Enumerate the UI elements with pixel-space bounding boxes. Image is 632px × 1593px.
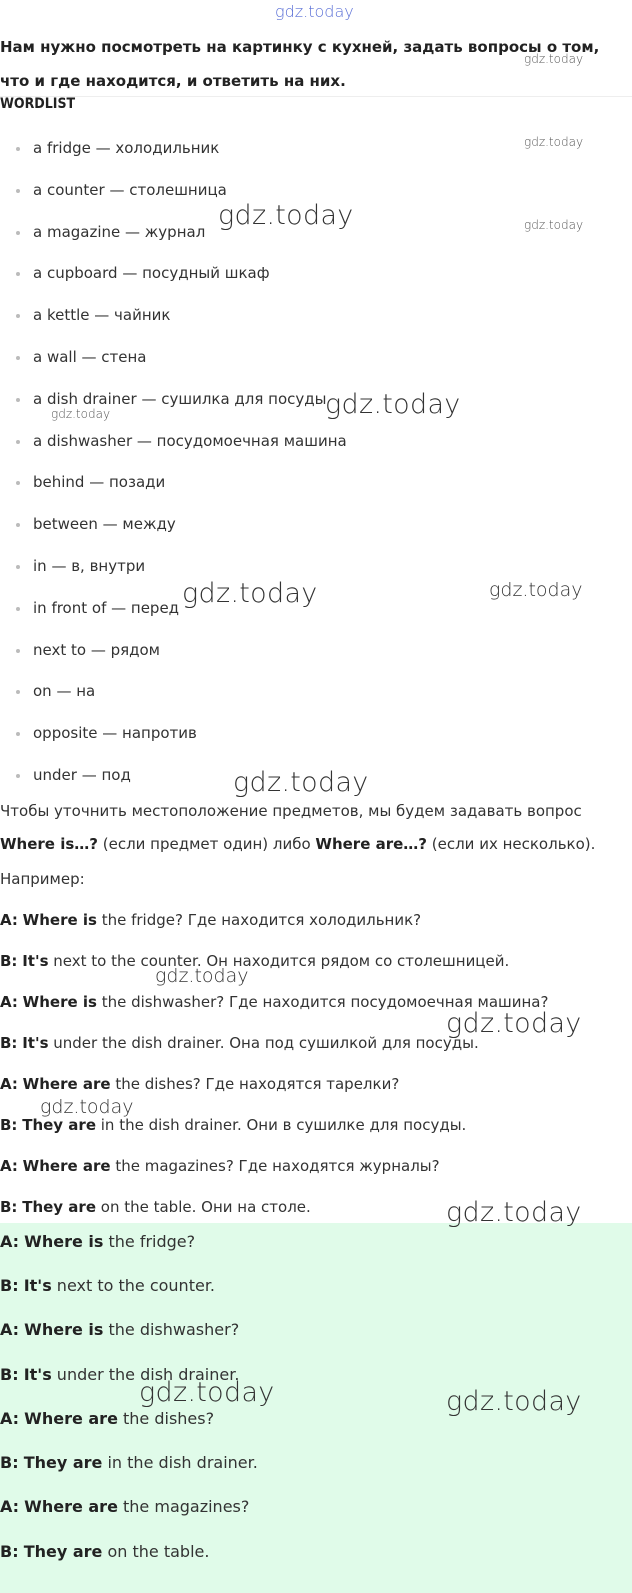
speaker: B: — [0, 1198, 18, 1216]
list-item: opposite — напротив — [0, 723, 347, 765]
list-item: a wall — стена — [0, 347, 347, 389]
speaker: B: — [0, 1034, 18, 1052]
list-item: in — в, внутри — [0, 556, 347, 598]
explanation-part: (если их несколько). — [427, 835, 596, 853]
answer-text: the magazines? — [117, 1497, 250, 1516]
speaker: B: — [0, 1365, 19, 1384]
example-text: under the dish drainer. Она под сушилкой для посуды. — [48, 1034, 479, 1052]
list-item: in front of — перед — [0, 598, 347, 640]
speaker: A: — [0, 1075, 18, 1093]
watermark: gdz.today — [139, 1377, 275, 1408]
bold-phrase: It's — [22, 1034, 49, 1052]
list-item: between — между — [0, 514, 347, 556]
explanation-text — [0, 795, 628, 861]
watermark-small: gdz.today — [524, 135, 584, 149]
answer-text: the dishwasher? — [103, 1320, 240, 1339]
list-item: on — на — [0, 681, 347, 723]
answer-text: under the dish drainer. — [51, 1365, 240, 1384]
list-item: a fridge — холодильник — [0, 138, 347, 180]
answer-line — [0, 1497, 249, 1516]
bold-phrase: Where is — [24, 1232, 104, 1251]
example-line — [0, 1116, 628, 1134]
watermark: gdz.today — [218, 200, 354, 231]
speaker: B: — [0, 1276, 19, 1295]
example-text: next to the counter. Он находится рядом со столешницей. — [48, 952, 510, 970]
answer-text: on the table. — [102, 1542, 210, 1561]
answer-line — [0, 1320, 239, 1339]
divider — [0, 96, 632, 97]
speaker: B: — [0, 1116, 18, 1134]
watermark: gdz.today — [155, 965, 249, 987]
bold-phrase: It's — [22, 952, 49, 970]
speaker: A: — [0, 1409, 20, 1428]
speaker: B: — [0, 1542, 19, 1561]
intro-text: Нам нужно посмотреть на картинку с кухней, задать вопросы о том, что и где находится, и ответить на них. — [0, 38, 600, 90]
speaker: A: — [0, 1157, 18, 1175]
example-text: the dishwasher? Где находится посудомоечная машина? — [96, 993, 549, 1011]
bold-phrase: Where is — [22, 993, 97, 1011]
explanation-part: (если предмет один) либо — [97, 835, 316, 853]
example-text: the dishes? Где находятся тарелки? — [110, 1075, 400, 1093]
speaker: A: — [0, 993, 18, 1011]
speaker: B: — [0, 952, 18, 970]
bold-phrase: They are — [22, 1116, 96, 1134]
answer-text: the fridge? — [103, 1232, 196, 1251]
watermark: gdz.today — [446, 1197, 582, 1228]
bold-phrase: They are — [23, 1542, 103, 1561]
example-line — [0, 952, 628, 970]
answer-line — [0, 1542, 209, 1561]
watermark: gdz.today — [233, 767, 369, 798]
watermark-small: gdz.today — [51, 407, 111, 421]
bold-phrase: Where is — [22, 911, 97, 929]
bold-phrase: Where is — [24, 1320, 104, 1339]
list-item: behind — позади — [0, 472, 347, 514]
watermark: gdz.today — [40, 1096, 134, 1118]
answer-line — [0, 1276, 215, 1295]
watermark: gdz.today — [489, 579, 583, 601]
answer-text: the dishes? — [117, 1409, 215, 1428]
speaker: A: — [0, 911, 18, 929]
speaker: A: — [0, 1232, 20, 1251]
answer-text: next to the counter. — [51, 1276, 216, 1295]
speaker: A: — [0, 1497, 20, 1516]
answer-line — [0, 1453, 258, 1472]
speaker: B: — [0, 1453, 19, 1472]
example-line — [0, 1075, 628, 1093]
list-item: a kettle — чайник — [0, 305, 347, 347]
wordlist-heading: WORDLIST — [0, 96, 76, 112]
bold-phrase: Where are — [22, 1075, 111, 1093]
bold-phrase: They are — [22, 1198, 96, 1216]
wordlist — [0, 138, 347, 807]
bold-phrase: Where are — [24, 1497, 118, 1516]
list-item: under — под — [0, 765, 347, 807]
example-text: the fridge? Где находится холодильник? — [96, 911, 422, 929]
bold-phrase: They are — [23, 1453, 103, 1472]
example-line — [0, 911, 628, 929]
bold-phrase: It's — [23, 1365, 52, 1384]
where-is-term: Where is…? — [0, 835, 98, 853]
example-text: the magazines? Где находятся журналы? — [110, 1157, 440, 1175]
bold-phrase: It's — [23, 1276, 52, 1295]
list-item: a cupboard — посудный шкаф — [0, 263, 347, 305]
list-item: a dishwasher — посудомоечная машина — [0, 431, 347, 473]
list-item: a dish drainer — сушилка для посуды — [0, 389, 347, 431]
example-label: Например: — [0, 870, 85, 888]
where-are-term: Where are…? — [315, 835, 427, 853]
example-text: on the table. Они на столе. — [96, 1198, 311, 1216]
answer-text: in the dish drainer. — [102, 1453, 258, 1472]
bold-phrase: Where are — [24, 1409, 118, 1428]
watermark-top: gdz.today — [275, 2, 354, 21]
watermark: gdz.today — [446, 1386, 582, 1417]
watermark-small: gdz.today — [524, 218, 584, 232]
list-item: a magazine — журнал — [0, 222, 347, 264]
watermark-small: gdz.today — [524, 52, 584, 66]
answer-line — [0, 1409, 214, 1428]
watermark: gdz.today — [325, 389, 461, 420]
speaker: A: — [0, 1320, 20, 1339]
explanation-part: Чтобы уточнить местоположение предметов, мы будем задавать вопрос — [0, 802, 582, 820]
list-item: a counter — столешница — [0, 180, 347, 222]
bold-phrase: Where are — [22, 1157, 111, 1175]
list-item: next to — рядом — [0, 640, 347, 682]
example-line — [0, 1157, 628, 1175]
watermark: gdz.today — [182, 578, 318, 609]
answer-line — [0, 1232, 195, 1251]
example-text: in the dish drainer. Они в сушилке для посуды. — [96, 1116, 467, 1134]
watermark: gdz.today — [446, 1008, 582, 1039]
